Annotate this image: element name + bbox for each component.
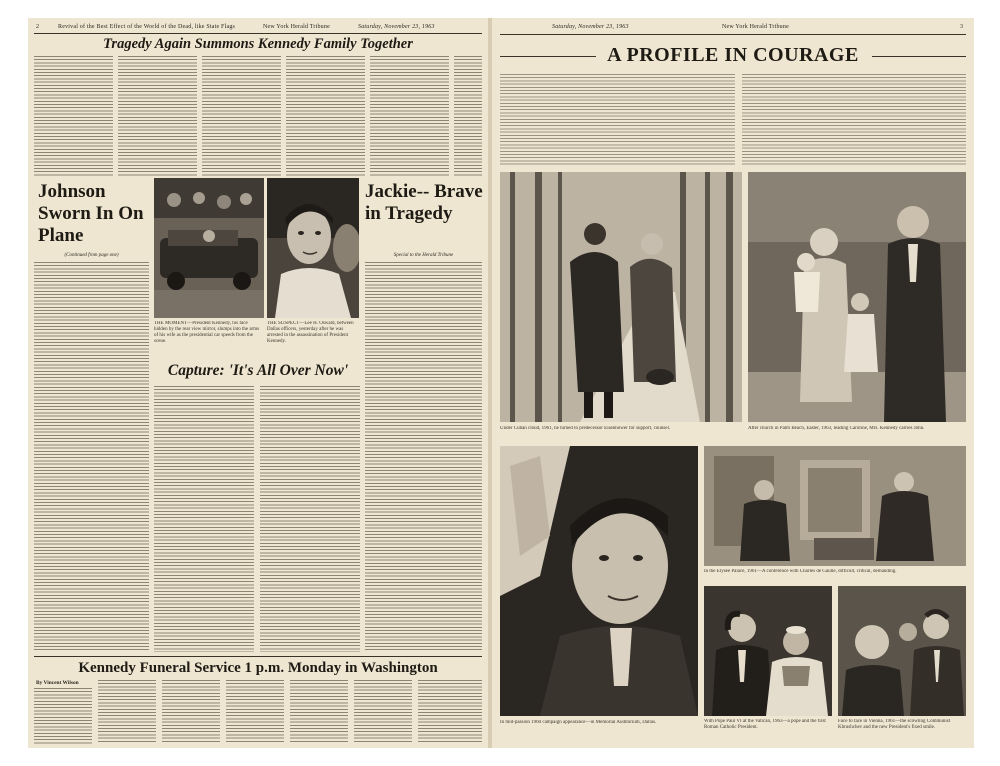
jackie-story-text — [365, 262, 482, 652]
banner-headline: Tragedy Again Summons Kennedy Family Together — [103, 36, 413, 52]
vienna-photo — [838, 586, 966, 716]
funeral-text — [34, 688, 92, 744]
funeral-text — [98, 680, 156, 744]
running-head-date: Saturday, November 23, 1963 — [552, 24, 629, 30]
intro-text-right — [742, 74, 966, 166]
campaign-caption: In mid-passion 1960 campaign appearance—in Memorial Auditorium, Dallas. — [500, 720, 657, 725]
motorcade-photo — [154, 178, 264, 318]
vienna-caption: Face to face in Vienna, 1961—the scowling Communist Khrushchev and the new President's fixed smile. — [838, 719, 951, 730]
page-number: 2 — [36, 24, 40, 30]
right-newspaper-page — [492, 18, 974, 748]
funeral-headline: Kennedy Funeral Service 1 p.m. Monday in Washington — [78, 660, 438, 676]
running-head-paper: New York Herald Tribune — [722, 24, 789, 30]
johnson-subhead: (Continued from page one) — [64, 253, 119, 258]
johnson-story-text — [34, 262, 149, 652]
intro-text-left — [500, 74, 735, 166]
funeral-text — [162, 680, 220, 744]
funeral-text — [418, 680, 482, 744]
capture-headline: Capture: 'It's All Over Now' — [167, 362, 349, 379]
profile-title: A PROFILE IN COURAGE — [607, 44, 859, 66]
family-caption: After church in Palm Beach, Easter, 1963, leading Caroline, Mrs. Kennedy carries John. — [748, 426, 925, 431]
elysee-palace-photo — [704, 446, 966, 566]
elysee-caption: In the Elysee Palace, 1961—A conference with Charles de Gaulle, difficult, critical, demanding. — [704, 569, 897, 574]
text-column — [370, 56, 449, 176]
top-rule — [500, 34, 966, 35]
text-column — [202, 56, 281, 176]
running-head-date: Saturday, November 23, 1963 — [358, 24, 435, 30]
family-easter-photo — [748, 172, 966, 422]
eisenhower-caption: Under Cuban cloud, 1961, he turned to predecessor Eisenhower for support, counsel. — [500, 426, 671, 431]
funeral-text — [226, 680, 284, 744]
text-column — [34, 56, 113, 176]
left-newspaper-page — [28, 18, 488, 748]
text-column — [118, 56, 197, 176]
oswald-caption: THE SUSPECT—Lee H. Oswald, between Dallas officers, yesterday after he was arrested in the assassination of President Kennedy. — [267, 321, 354, 344]
campaign-closeup-photo — [500, 446, 698, 716]
funeral-rule — [34, 656, 482, 657]
text-column — [454, 56, 482, 176]
vatican-caption: With Pope Paul VI at the Vatican, 1963—a pope and the first Roman Catholic President. — [704, 719, 826, 730]
text-column — [286, 56, 365, 176]
running-head-paper: New York Herald Tribune — [263, 24, 330, 30]
vatican-photo — [704, 586, 832, 716]
oswald-photo — [267, 178, 359, 318]
capture-story-text — [260, 386, 360, 652]
top-rule — [34, 33, 482, 34]
jackie-subhead: Special to the Herald Tribune — [393, 253, 454, 258]
jackie-headline: Jackie-- Brave in Tragedy — [365, 181, 483, 224]
title-rule-right — [872, 56, 966, 57]
capture-story-text — [154, 386, 254, 652]
eisenhower-walk-photo — [500, 172, 742, 422]
running-head-note: Revival of the Best Effect of the World of the Dead, like State Flags — [58, 24, 236, 30]
page-number: 3 — [960, 24, 964, 30]
funeral-text — [354, 680, 412, 744]
motorcade-caption: THE MOMENT—President Kennedy, his face hidden by the rear view mirror, slumps into the arms of his wife as the presidential car speeds from the scene. — [154, 321, 260, 344]
funeral-byline: By Vincent Wilson — [36, 680, 79, 686]
johnson-headline: Johnson Sworn In On Plane — [38, 181, 144, 246]
funeral-text — [290, 680, 348, 744]
